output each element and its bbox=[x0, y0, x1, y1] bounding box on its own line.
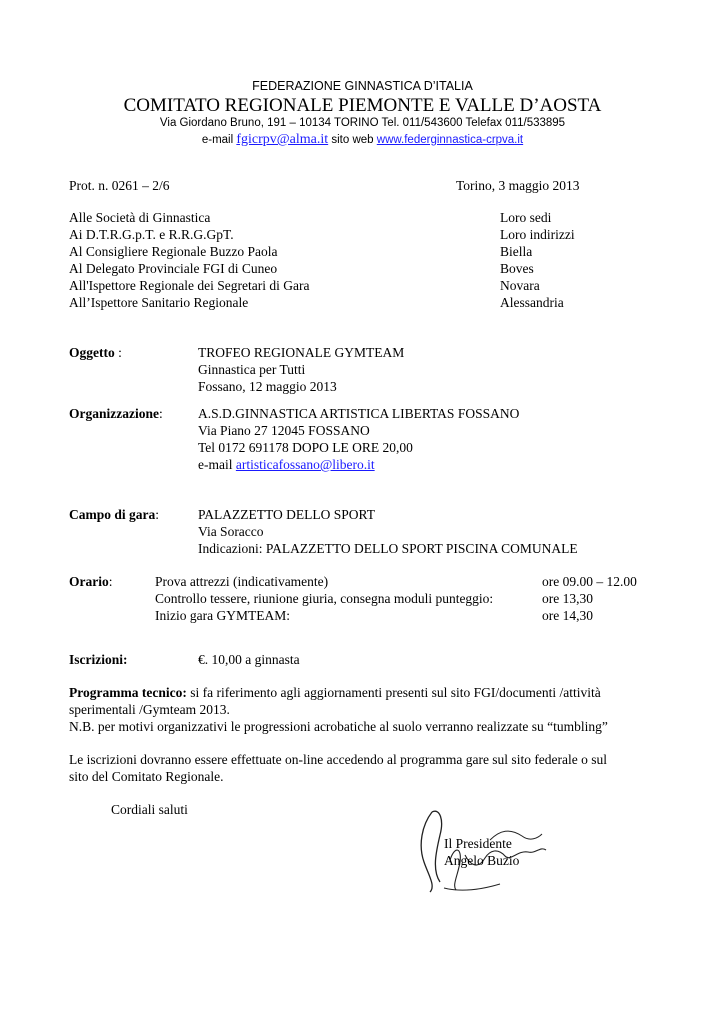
campo-label: Campo di gara: bbox=[69, 507, 160, 522]
recipient-name: Alle Società di Ginnastica bbox=[69, 210, 211, 225]
committee-contacts bbox=[0, 132, 725, 148]
signature-name: Angelo Buzio bbox=[444, 853, 520, 868]
email-label: e-mail bbox=[201, 134, 234, 146]
organizzazione-line: A.S.D.GINNASTICA ARTISTICA LIBERTAS FOSSANO bbox=[198, 406, 520, 421]
closing-greeting: Cordiali saluti bbox=[111, 802, 188, 817]
iscrizioni-value: €. 10,00 a ginnasta bbox=[198, 652, 300, 667]
protocol-number: Prot. n. 0261 – 2/6 bbox=[69, 178, 170, 193]
recipient-place: Boves bbox=[500, 261, 534, 276]
note-line: Le iscrizioni dovranno essere effettuate on-line accedendo al programma gare sul sito federale o sul bbox=[69, 752, 608, 767]
recipient-name: All’Ispettore Sanitario Regionale bbox=[69, 295, 249, 310]
recipient-place: Biella bbox=[500, 244, 533, 259]
programma-nb: N.B. per motivi organizzativi le progressioni acrobatiche al suolo verranno realizzate su “tumbling” bbox=[69, 719, 608, 734]
recipient-name: Ai D.T.R.G.p.T. e R.R.G.GpT. bbox=[69, 227, 234, 242]
organizzazione-line: Tel 0172 691178 DOPO LE ORE 20,00 bbox=[198, 440, 413, 455]
recipient-name: Al Consigliere Regionale Buzzo Paola bbox=[69, 244, 278, 259]
oggetto-line: Ginnastica per Tutti bbox=[198, 362, 306, 377]
orario-time: ore 13,30 bbox=[542, 591, 593, 606]
campo-line: PALAZZETTO DELLO SPORT bbox=[198, 507, 375, 522]
orario-label: Orario: bbox=[69, 574, 113, 589]
programma-label: Programma tecnico: bbox=[69, 685, 187, 700]
organizzazione-label: Organizzazione: bbox=[69, 406, 163, 421]
organizzazione-email-link[interactable]: artisticafossano@libero.it bbox=[235, 457, 375, 472]
campo-line: Indicazioni: PALAZZETTO DELLO SPORT PISCINA COMUNALE bbox=[198, 541, 578, 556]
recipient-place: Alessandria bbox=[500, 295, 564, 310]
committee-address: Via Giordano Bruno, 191 – 10134 TORINO Tel. 011/543600 Telefax 011/533895 bbox=[159, 117, 566, 129]
campo-line: Via Soracco bbox=[198, 524, 264, 539]
committee-email-link[interactable]: fgicrpv@alma.it bbox=[236, 132, 329, 147]
committee-name: COMITATO REGIONALE PIEMONTE E VALLE D’AOSTA bbox=[123, 95, 602, 116]
recipient-place: Loro sedi bbox=[500, 210, 552, 225]
orario-activity: Controllo tessere, riunione giuria, consegna moduli punteggio: bbox=[155, 591, 494, 606]
recipient-place: Loro indirizzi bbox=[500, 227, 575, 242]
oggetto-line: Fossano, 12 maggio 2013 bbox=[198, 379, 337, 394]
recipient-place: Novara bbox=[500, 278, 540, 293]
oggetto-line: TROFEO REGIONALE GYMTEAM bbox=[198, 345, 405, 360]
iscrizioni-label: Iscrizioni: bbox=[69, 652, 128, 667]
programma-line: sperimentali /Gymteam 2013. bbox=[69, 702, 230, 717]
federation-name: FEDERAZIONE GINNASTICA D’ITALIA bbox=[252, 79, 473, 93]
orario-time: ore 09.00 – 12.00 bbox=[542, 574, 637, 589]
recipient-name: Al Delegato Provinciale FGI di Cuneo bbox=[69, 261, 278, 276]
email-label: e-mail bbox=[198, 457, 236, 472]
site-label: sito web bbox=[331, 134, 374, 146]
committee-site-link[interactable]: www.federginnastica-crpva.it bbox=[376, 134, 524, 146]
orario-time: ore 14,30 bbox=[542, 608, 593, 623]
orario-activity: Inizio gara GYMTEAM: bbox=[155, 608, 290, 623]
recipient-name: All'Ispettore Regionale dei Segretari di Gara bbox=[69, 278, 310, 293]
orario-activity: Prova attrezzi (indicativamente) bbox=[155, 574, 329, 589]
letter-date: Torino, 3 maggio 2013 bbox=[456, 178, 580, 193]
organizzazione-line: Via Piano 27 12045 FOSSANO bbox=[198, 423, 370, 438]
organizzazione-email bbox=[198, 457, 375, 473]
note-line: sito del Comitato Regionale. bbox=[69, 769, 224, 784]
oggetto-label: Oggetto : bbox=[69, 345, 122, 360]
signature-title: Il Presidente bbox=[444, 836, 512, 851]
programma-line: Programma tecnico: si fa riferimento agli aggiornamenti presenti sul sito FGI/documenti /attività bbox=[69, 685, 601, 700]
